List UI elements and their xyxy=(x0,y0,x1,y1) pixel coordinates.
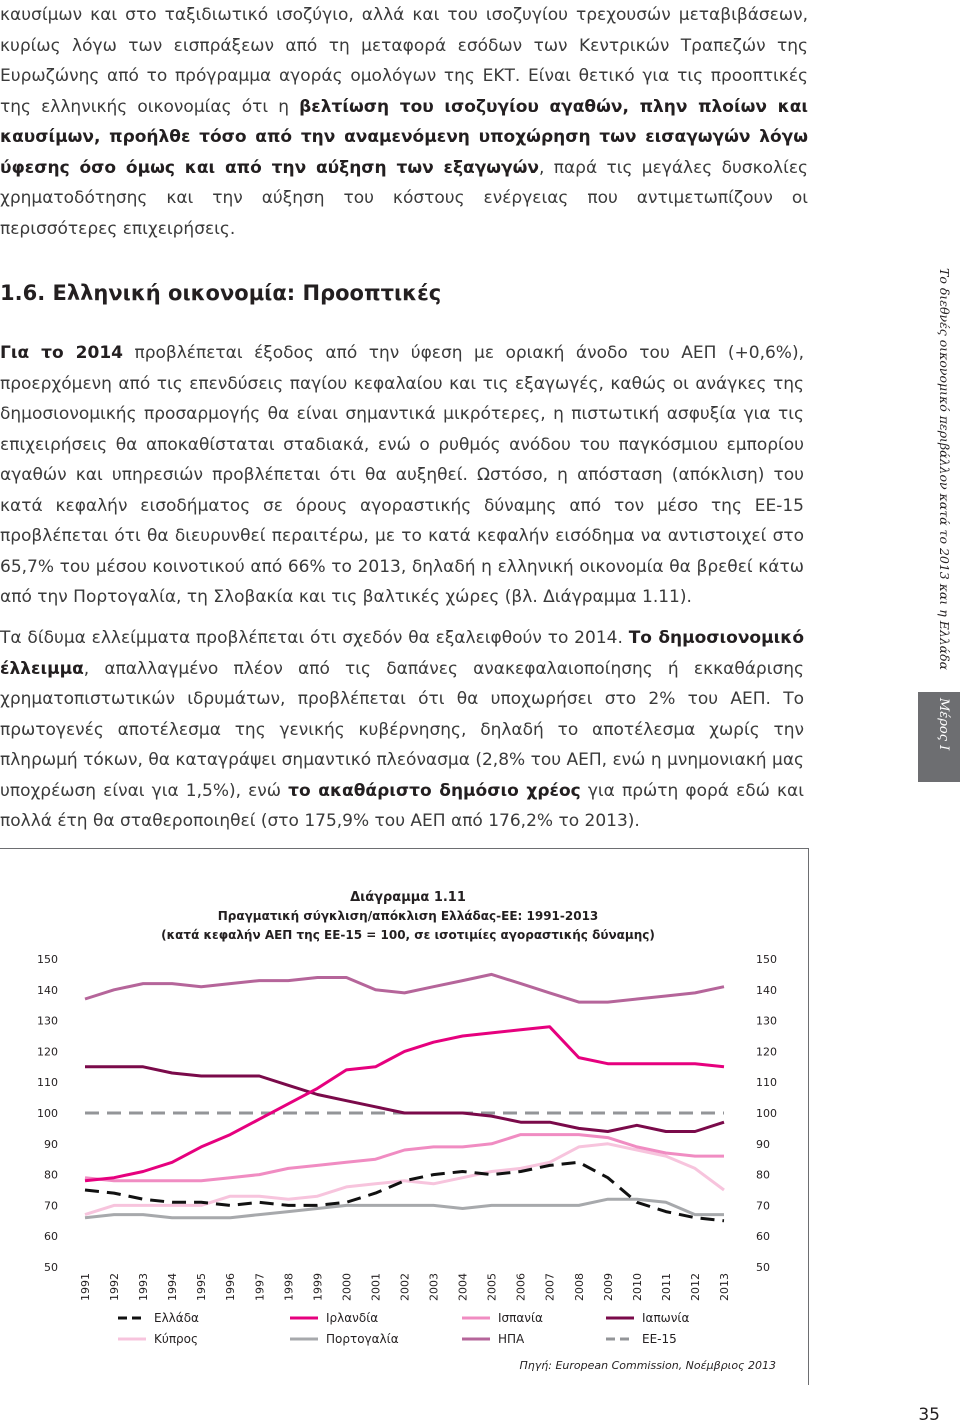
series-group xyxy=(85,974,724,1220)
y-tick-label-right: 150 xyxy=(756,953,777,966)
legend-label: Πορτογαλία xyxy=(326,1332,399,1346)
x-tick-label: 1998 xyxy=(282,1273,296,1301)
section-heading: 1.6. Ελληνική οικονομία: Προοπτικές xyxy=(0,281,442,305)
x-axis xyxy=(79,1273,731,1301)
x-tick-label: 2010 xyxy=(630,1273,644,1301)
y-tick-label-left: 150 xyxy=(37,953,58,966)
text-run-bold: Το δημοσιονομικό έλλειμμα xyxy=(0,628,804,679)
x-tick-label: 2008 xyxy=(572,1273,586,1301)
y-tick-label-right: 80 xyxy=(756,1168,770,1182)
x-tick-label: 2000 xyxy=(340,1273,354,1301)
y-tick-label-left: 70 xyxy=(44,1199,58,1213)
chart-frame xyxy=(0,848,809,1385)
x-tick-label: 1995 xyxy=(195,1273,209,1301)
y-tick-label-right: 100 xyxy=(756,1107,777,1120)
y-tick-label-left: 60 xyxy=(44,1230,58,1244)
body-paragraph-deficits xyxy=(0,623,804,837)
chart-title: Πραγματική σύγκλιση/απόκλιση Ελλάδας-ΕΕ: 1991-2013 xyxy=(217,909,599,923)
x-tick-label: 2004 xyxy=(456,1273,470,1301)
text-run-bold: βελτίωση του ισοζυγίου αγαθών, πλην πλοίων και καυσίμων, προήλθε τόσο από την αναμενόμενη υποχώρηση των εισαγωγών λόγω ύφεσης όσο όμως και από την αύξηση των εξαγωγών xyxy=(0,96,808,178)
x-tick-label: 1999 xyxy=(311,1273,325,1301)
body-paragraph-top xyxy=(0,0,808,244)
y-tick-label-left: 130 xyxy=(37,1014,58,1028)
x-tick-label: 2001 xyxy=(369,1273,383,1301)
y-tick-label-right: 110 xyxy=(756,1076,777,1090)
x-tick-label: 2011 xyxy=(659,1273,673,1301)
x-tick-label: 1994 xyxy=(166,1273,180,1301)
chart-svg xyxy=(0,849,808,1385)
y-tick-label-left: 80 xyxy=(44,1168,58,1182)
y-tick-label-right: 140 xyxy=(756,983,777,997)
x-tick-label: 1996 xyxy=(224,1273,238,1301)
x-tick-label: 1992 xyxy=(108,1273,122,1301)
legend-label: Ιρλανδία xyxy=(326,1311,379,1325)
x-tick-label: 2013 xyxy=(718,1273,731,1301)
legend xyxy=(118,1311,689,1346)
side-banner xyxy=(918,262,960,782)
x-tick-label: 1993 xyxy=(137,1273,151,1301)
series-line xyxy=(85,1067,724,1132)
legend-label: ΕΕ-15 xyxy=(642,1332,677,1346)
legend-label: Ελλάδα xyxy=(154,1311,199,1325)
y-tick-label-left: 120 xyxy=(37,1045,58,1059)
series-line xyxy=(85,1027,724,1181)
x-tick-label: 2003 xyxy=(427,1273,441,1301)
y-tick-label-right: 120 xyxy=(756,1045,777,1059)
legend-label: ΗΠΑ xyxy=(498,1332,525,1346)
x-tick-label: 2009 xyxy=(601,1273,615,1301)
text-run: προβλέπεται έξοδος από την ύφεση με οριακή άνοδο του ΑΕΠ (+0,6%), προερχόμενη από τις επενδύσεις παγίου κεφαλαίου και τις εξαγωγές, καθώς οι ανάγκες της δημοσιονομικής προσαρμογής θα είναι σημαντικά μικρότερες, η πιστωτική ασφυξία για τις επιχειρήσεις θα αποκαθίσταται σταδιακά, ενώ ο ρυθμός ανόδου του παγκόσμιου εμπορίου αγαθών και υπηρεσιών προβλέπεται ότι θα αυξηθεί. Ωστόσο, η απόσταση (απόκλιση) του κατά κεφαλήν εισοδήματος σε όρους αγοραστικής δύναμης από τον μέσο της ΕΕ-15 προβλέπεται ότι θα διευρυνθεί περαιτέρω, με το κατά κεφαλήν εισόδημα να αντιστοιχεί στο 65,7% του μέσου κοινοτικού από 66% το 2013, δηλαδή η ελληνική οικονομία θα βρεθεί κάτω από την Πορτογαλία, τη Σλοβακία και τις βαλτικές χώρες (βλ. Διάγραμμα 1.11). xyxy=(0,343,804,607)
chart-subtitle: (κατά κεφαλήν ΑΕΠ της ΕΕ-15 = 100, σε ισοτιμίες αγοραστικής δύναμης) xyxy=(161,928,655,942)
series-line xyxy=(85,974,724,1002)
y-tick-label-right: 50 xyxy=(756,1261,770,1274)
y-tick-label-left: 110 xyxy=(37,1076,58,1090)
chart-number: Διάγραμμα 1.11 xyxy=(350,890,466,905)
y-tick-label-right: 90 xyxy=(756,1137,770,1151)
y-tick-label-right: 130 xyxy=(756,1014,777,1028)
side-banner-svg xyxy=(918,262,960,782)
side-banner-title: Το διεθνές οικονομικό περιβάλλον κατά το 2013 και η Ελλάδα xyxy=(937,268,952,671)
text-run: για πρώτη φορά εδώ και πολλά έτη θα σταθεροποιηθεί (στο 175,9% του ΑΕΠ από 176,2% το 2013). xyxy=(0,780,804,831)
y-tick-label-right: 60 xyxy=(756,1230,770,1244)
x-tick-label: 2012 xyxy=(688,1273,702,1301)
x-tick-label: 1997 xyxy=(253,1273,267,1301)
text-run: Τα δίδυμα ελλείμματα προβλέπεται ότι σχεδόν θα εξαλειφθούν το 2014. xyxy=(0,628,629,648)
text-run-bold: Για το 2014 xyxy=(0,343,123,363)
page-number: 35 xyxy=(918,1405,940,1425)
legend-label: Ισπανία xyxy=(498,1311,543,1325)
y-tick-label-right: 70 xyxy=(756,1199,770,1213)
x-tick-label: 2007 xyxy=(543,1273,557,1301)
x-tick-label: 2005 xyxy=(485,1273,499,1301)
body-paragraph-outlook xyxy=(0,338,804,613)
text-run: , παρά τις μεγάλες δυσκολίες χρηματοδότησης και την αύξηση του κόστους ενέργειας που αντιμετωπίζουν οι περισσότερες επιχειρήσεις. xyxy=(0,157,808,239)
x-tick-label: 2006 xyxy=(514,1273,528,1301)
legend-label: Κύπρος xyxy=(154,1332,199,1346)
y-tick-label-left: 50 xyxy=(44,1261,58,1274)
legend-label: Ιαπωνία xyxy=(642,1311,690,1325)
chart-source: Πηγή: European Commission, Νοέμβριος 2013 xyxy=(519,1359,776,1372)
text-run: καυσίμων και στο ταξιδιωτικό ισοζύγιο, αλλά και του ισοζυγίου τρεχουσών μεταβιβάσεων, κυρίως λόγω των εισπράξεων από τη μεταφορά εσόδων των Κεντρικών Τραπεζών της Ευρωζώνης από το πρόγραμμα αγοράς ομολόγων της ΕΚΤ. Είναι θετικό για τις προοπτικές της ελληνικής οικονομίας ότι η xyxy=(0,5,808,117)
y-tick-label-left: 100 xyxy=(37,1107,58,1120)
text-run: , απαλλαγμένο πλέον από τις δαπάνες ανακεφαλαιοποίησης ή εκκαθάρισης χρηματοπιστωτικών ιδρυμάτων, προβλέπεται ότι θα υποχωρήσει στο 2% του ΑΕΠ. Το πρωτογενές αποτέλεσμα της γενικής κυβέρνησης, δηλαδή το αποτέλεσμα χωρίς την πληρωμή τόκων, θα καταγράψει σημαντικό πλεόνασμα (2,8% του ΑΕΠ, ενώ η μνημονιακή μας υποχρέωση είναι για 1,5%), ενώ xyxy=(0,658,804,801)
series-line xyxy=(85,1162,724,1221)
x-tick-label: 2002 xyxy=(398,1273,412,1301)
text-run-bold: το ακαθάριστο δημόσιο χρέος xyxy=(288,780,581,801)
x-tick-label: 1991 xyxy=(79,1273,92,1301)
side-banner-tab-label: Μέρος Ι xyxy=(936,698,951,751)
y-tick-label-left: 140 xyxy=(37,983,58,997)
y-tick-label-left: 90 xyxy=(44,1137,58,1151)
